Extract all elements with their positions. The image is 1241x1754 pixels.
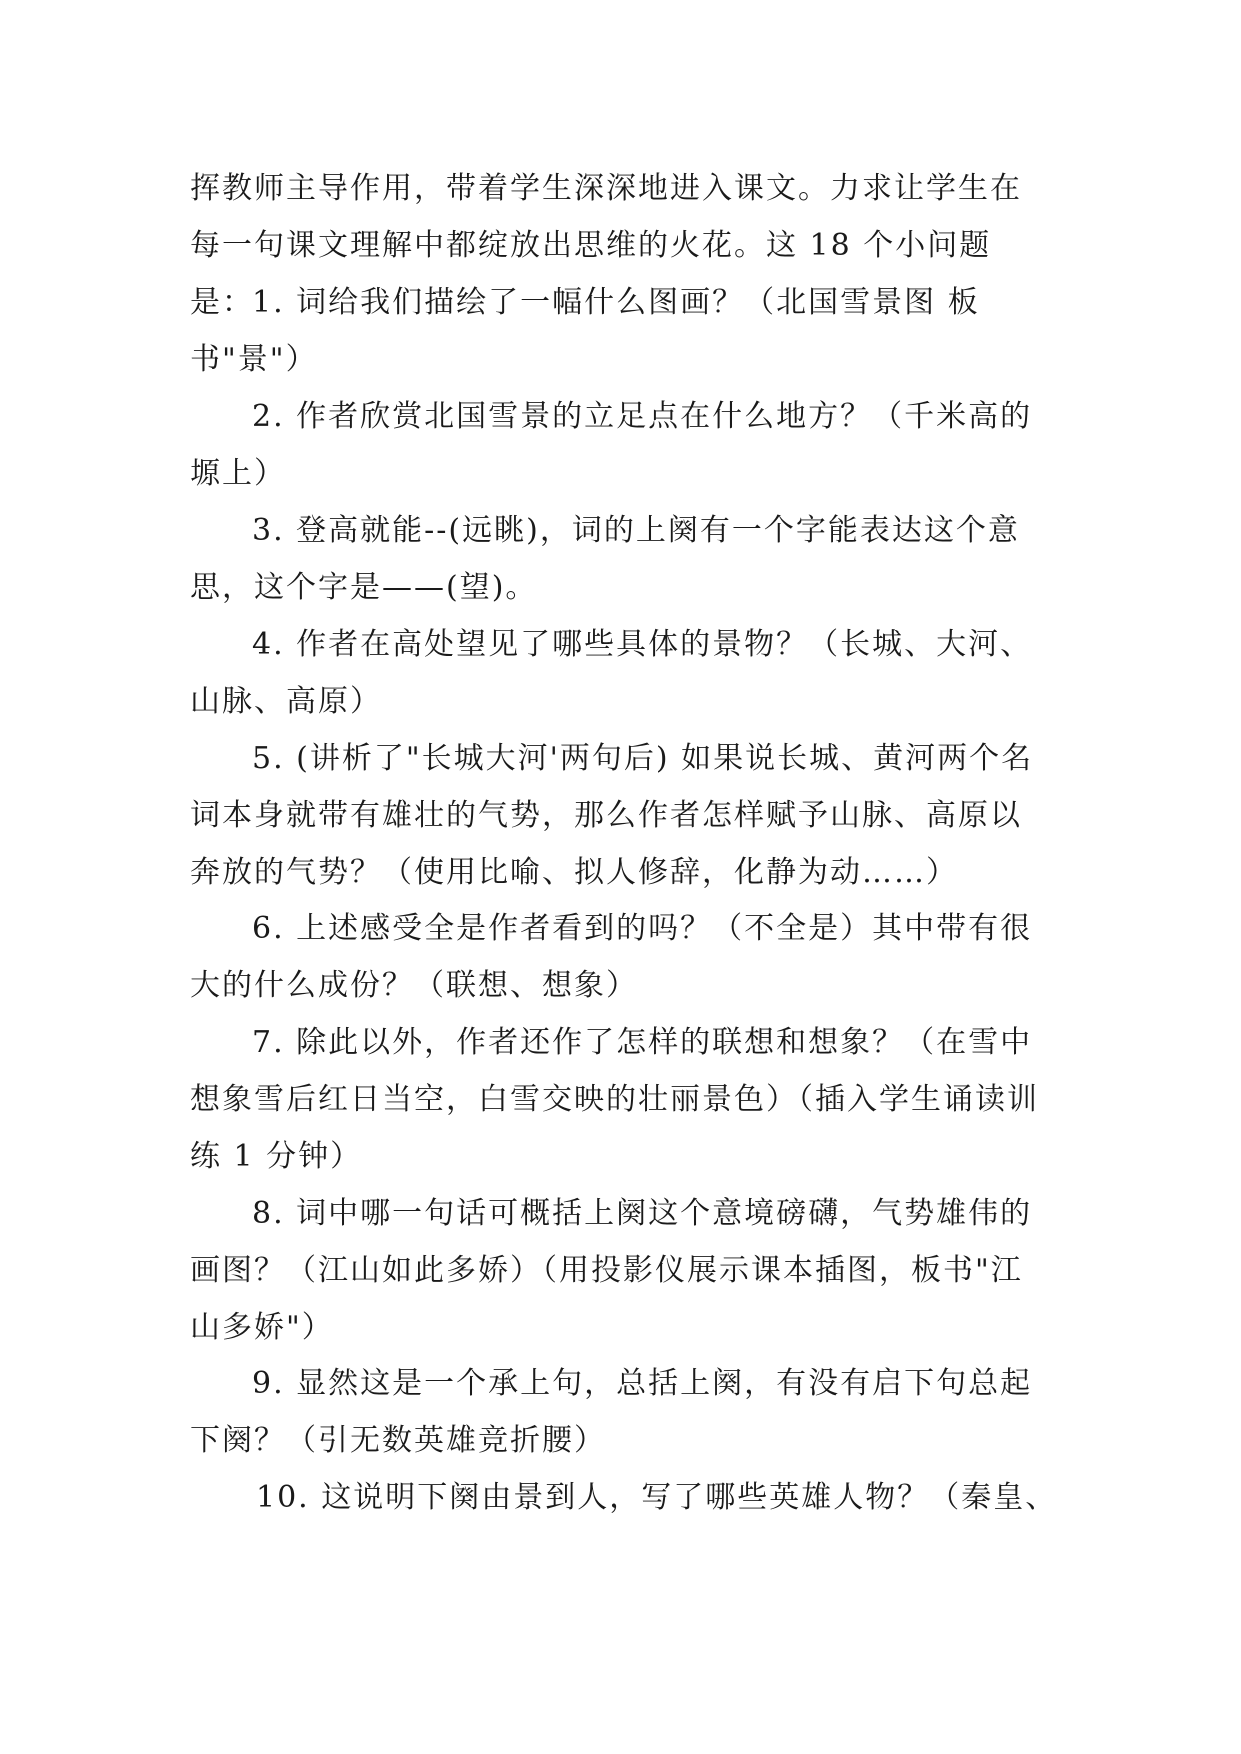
question-6: 6. 上述感受全是作者看到的吗？（不全是）其中带有很大的什么成份？（联想、想象）	[190, 911, 1033, 1003]
intro-paragraph: 挥教师主导作用，带着学生深深地进入课文。力求让学生在每一句课文理解中都绽放出思维的火花。这 18 个小问题是：	[190, 171, 1022, 320]
question-8: 8. 词中哪一句话可概括上阕这个意境磅礴，气势雄伟的画图？（江山如此多娇）（用投影仪展示课本插图，板书"江山多娇"）	[190, 1196, 1033, 1345]
question-2: 2. 作者欣赏北国雪景的立足点在什么地方？（千米高的塬上）	[190, 399, 1033, 491]
question-10: 10. 这说明下阕由景到人，写了哪些英雄人物？（秦皇、	[256, 1480, 1058, 1515]
question-7: 7. 除此以外，作者还作了怎样的联想和想象？（在雪中想象雪后红日当空，白雪交映的壮丽景色）（插入学生诵读训练 1 分钟）	[190, 1025, 1039, 1174]
question-9: 9. 显然这是一个承上句，总括上阕，有没有启下句总起下阕？（引无数英雄竞折腰）	[190, 1366, 1033, 1458]
question-1: 1. 词给我们描绘了一幅什么图画？（北国雪景图 板书"景"）	[190, 285, 980, 377]
question-4: 4. 作者在高处望见了哪些具体的景物？（长城、大河、山脉、高原）	[190, 627, 1033, 719]
question-3: 3. 登高就能--(远眺)，词的上阕有一个字能表达这个意思，这个字是——(望)。	[190, 513, 1020, 605]
question-5: 5. (讲析了"长城大河'两句后) 如果说长城、黄河两个名词本身就带有雄壮的气势，那么作者怎样赋予山脉、高原以奔放的气势？（使用比喻、拟人修辞，化静为动……）	[190, 741, 1034, 890]
